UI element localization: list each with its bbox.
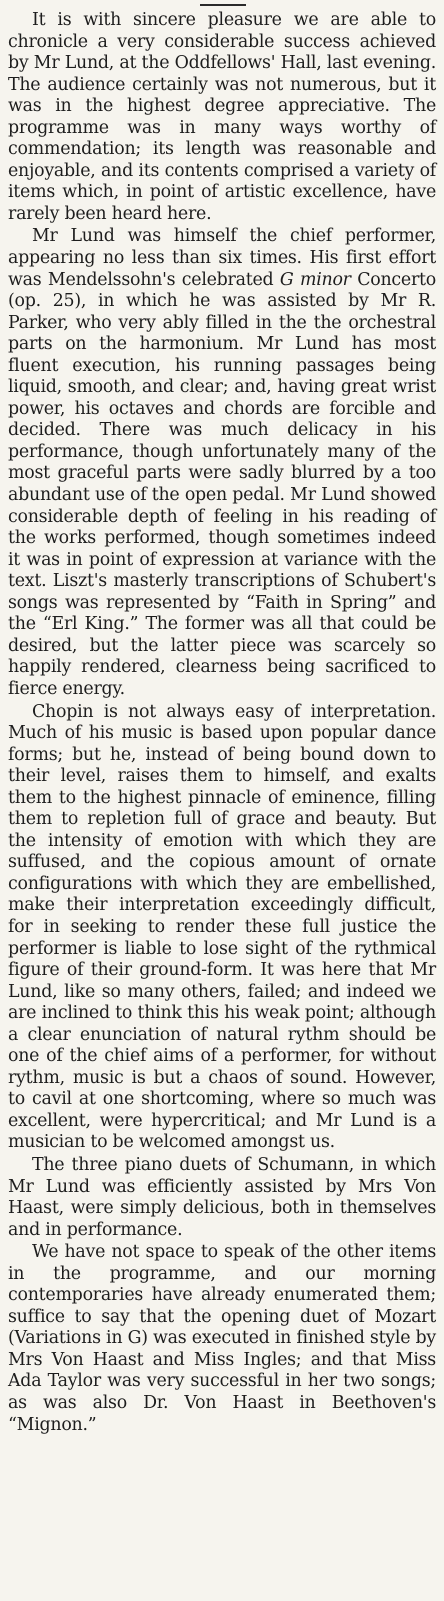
paragraph-5: We have not space to speak of the other items in the programme, and our morning contemporaries have already enumerated them; suffice to say that the opening duet of Mozart (Variations in G) was executed in finished style by Mrs Von Haast and Miss Ingles; and that Miss Ada Taylor was very successful in her two songs; as was also Dr. Von Haast in Beethoven's “Mignon.”	[8, 1242, 436, 1435]
paragraph-2	[8, 226, 436, 700]
column-rule	[200, 4, 246, 6]
paragraph-2-italic-key: G minor	[279, 269, 351, 290]
paragraph-2-part-1: Mr Lund was himself the chief performer, appearing no less than six times. His first effort was Mendelssohn's celebrated	[8, 226, 436, 290]
paragraph-2-part-2: Concerto (op. 25), in which he was assisted by Mr R. Parker, who very ably filled in the the orchestral parts on the harmonium. Mr Lund has most fluent execution, his running passages being liquid, smooth, and clear; and, having great wrist power, his octaves and chords are forcible and decided. There was much delicacy in his performance, though unfortunately many of the most graceful parts were sadly blurred by a too abundant use of the open pedal. Mr Lund showed considerable depth of feeling in his reading of the works performed, though sometimes indeed it was in point of expression at variance with the text. Liszt's masterly transcriptions of Schubert's songs was represented by “Faith in Spring” and the “Erl King.” The former was all that could be desired, but the latter piece was scarcely so happily rendered, clearness being sacrificed to fierce energy.	[8, 269, 436, 699]
article-body	[8, 10, 436, 1436]
paragraph-4: The three piano duets of Schumann, in which Mr Lund was efficiently assisted by Mrs Von Haast, were simply delicious, both in themselves and in performance.	[8, 1154, 436, 1240]
paragraph-3: Chopin is not always easy of interpretation. Much of his music is based upon popular dance forms; but he, instead of being bound down to their level, raises them to himself, and exalts them to the highest pinnacle of eminence, filling them to repletion full of grace and beauty. But the intensity of emotion with which they are suffused, and the copious amount of ornate configurations with which they are embellished, make their interpretation exceedingly difficult, for in seeking to render these full justice the performer is liable to lose sight of the rythmical figure of their ground-form. It was here that Mr Lund, like so many others, failed; and indeed we are inclined to think this his weak point; although a clear enunciation of natural rythm should be one of the chief aims of a performer, for without rythm, music is but a chaos of sound. However, to cavil at one shortcoming, where so much was excellent, were hypercritical; and Mr Lund is a musician to be welcomed amongst us.	[8, 701, 436, 1153]
paragraph-1: It is with sincere pleasure we are able to chronicle a very considerable success achieved by Mr Lund, at the Oddfellows' Hall, last evening. The audience certainly was not numerous, but it was in the highest degree appreciative. The programme was in many ways worthy of commendation; its length was reasonable and enjoyable, and its contents comprised a variety of items which, in point of artistic excellence, have rarely been heard here.	[8, 10, 436, 224]
